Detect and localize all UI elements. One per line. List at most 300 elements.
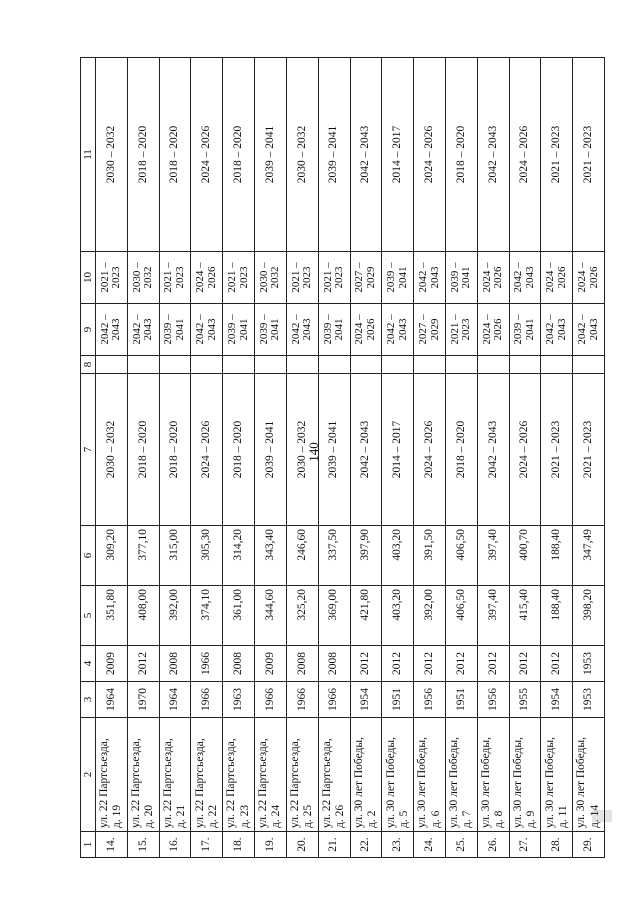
table-row xyxy=(96,58,128,858)
living-area-cell: 377,10 xyxy=(127,526,159,586)
construction-year-cell: 1963 xyxy=(223,682,255,718)
empty-cell xyxy=(573,356,605,374)
column-header: 6 xyxy=(81,526,96,586)
period-cell-10 xyxy=(509,252,541,304)
address-house: д. 25 xyxy=(302,804,315,828)
table-row xyxy=(509,58,541,858)
construction-year-cell: 1966 xyxy=(255,682,287,718)
address-cell xyxy=(191,718,223,832)
period-cell: 2030 – 2032 xyxy=(96,374,128,526)
total-area-cell: 188,40 xyxy=(541,586,573,646)
overhaul-year-cell: 2012 xyxy=(350,646,382,682)
period-cell-10 xyxy=(382,252,414,304)
address-house: д. 19 xyxy=(111,804,124,828)
table-row xyxy=(159,58,191,858)
period-start: 2039 – xyxy=(512,314,525,345)
column-header: 3 xyxy=(81,682,96,718)
address-street: ул. 30 лет Победы, xyxy=(448,736,461,828)
column-header: 10 xyxy=(81,252,96,304)
address-house: д. 26 xyxy=(334,804,347,828)
address-house: д. 22 xyxy=(206,804,219,828)
living-area-cell: 397,90 xyxy=(350,526,382,586)
column-header: 8 xyxy=(81,356,96,374)
period-cell-9 xyxy=(477,304,509,356)
empty-cell xyxy=(223,356,255,374)
empty-cell xyxy=(414,356,446,374)
period-cell-11: 2024 – 2026 xyxy=(414,58,446,252)
period-cell-11: 2021 – 2023 xyxy=(573,58,605,252)
address-street: ул. 22 Партсъезда, xyxy=(161,738,174,828)
period-start: 2042 – xyxy=(385,314,398,345)
row-number-cell: 14. xyxy=(96,832,128,858)
total-area-cell: 398,20 xyxy=(573,586,605,646)
rotated-table-container xyxy=(80,58,605,858)
period-end: 2029 xyxy=(428,318,441,341)
overhaul-year-cell: 2012 xyxy=(541,646,573,682)
period-end: 2026 xyxy=(555,266,568,289)
address-street: ул. 22 Партсъезда, xyxy=(320,738,333,828)
overhaul-year-cell: 2012 xyxy=(477,646,509,682)
period-end: 2023 xyxy=(110,266,123,289)
period-cell-10 xyxy=(223,252,255,304)
period-cell-10 xyxy=(573,252,605,304)
period-cell: 2024 – 2026 xyxy=(509,374,541,526)
column-header: 2 xyxy=(81,718,96,832)
period-end: 2043 xyxy=(555,318,568,341)
construction-year-cell: 1955 xyxy=(509,682,541,718)
period-cell-10 xyxy=(286,252,318,304)
overhaul-year-cell: 1953 xyxy=(573,646,605,682)
address-cell xyxy=(127,718,159,832)
period-cell-11: 2039 – 2041 xyxy=(255,58,287,252)
column-header: 1 xyxy=(81,832,96,858)
address-street: ул. 22 Партсъезда, xyxy=(98,738,111,828)
period-cell: 2042 – 2043 xyxy=(477,374,509,526)
living-area-cell: 246,60 xyxy=(286,526,318,586)
overhaul-year-cell: 2012 xyxy=(382,646,414,682)
period-end: 2043 xyxy=(110,318,123,341)
row-number-cell: 22. xyxy=(350,832,382,858)
construction-year-cell: 1966 xyxy=(286,682,318,718)
period-start: 2024 – xyxy=(544,262,557,293)
period-start: 2039 – xyxy=(162,314,175,345)
period-cell-11: 2018 – 2020 xyxy=(223,58,255,252)
living-area-cell: 403,20 xyxy=(382,526,414,586)
period-cell-10 xyxy=(255,252,287,304)
construction-year-cell: 1966 xyxy=(191,682,223,718)
period-cell-11: 2018 – 2020 xyxy=(127,58,159,252)
total-area-cell: 408,00 xyxy=(127,586,159,646)
living-area-cell: 315,00 xyxy=(159,526,191,586)
period-end: 2026 xyxy=(205,266,218,289)
living-area-cell: 347,49 xyxy=(573,526,605,586)
address-house: д. 8 xyxy=(493,810,506,828)
overhaul-year-cell: 2008 xyxy=(159,646,191,682)
period-cell-11: 2039 – 2041 xyxy=(318,58,350,252)
period-cell: 2014 – 2017 xyxy=(382,374,414,526)
period-cell: 2021 – 2023 xyxy=(573,374,605,526)
period-cell-9 xyxy=(255,304,287,356)
living-area-cell: 309,20 xyxy=(96,526,128,586)
overhaul-year-cell: 1966 xyxy=(191,646,223,682)
period-cell-9 xyxy=(318,304,350,356)
address-street: ул. 30 лет Победы, xyxy=(479,736,492,828)
period-start: 2042 – xyxy=(98,314,111,345)
table-row xyxy=(350,58,382,858)
period-start: 2039 – xyxy=(226,314,239,345)
period-end: 2032 xyxy=(269,266,282,289)
address-street: ул. 30 лет Победы, xyxy=(543,736,556,828)
table-row xyxy=(127,58,159,858)
total-area-cell: 351,80 xyxy=(96,586,128,646)
table-row xyxy=(445,58,477,858)
construction-year-cell: 1954 xyxy=(350,682,382,718)
living-area-cell: 314,20 xyxy=(223,526,255,586)
period-cell: 2039 – 2041 xyxy=(255,374,287,526)
living-area-cell: 406,50 xyxy=(445,526,477,586)
period-cell-10 xyxy=(191,252,223,304)
row-number-cell: 23. xyxy=(382,832,414,858)
table-row xyxy=(477,58,509,858)
row-number-cell: 21. xyxy=(318,832,350,858)
period-end: 2043 xyxy=(428,266,441,289)
period-start: 2039 – xyxy=(385,262,398,293)
overhaul-year-cell: 2012 xyxy=(445,646,477,682)
period-cell: 2024 – 2026 xyxy=(414,374,446,526)
construction-year-cell: 1951 xyxy=(445,682,477,718)
period-start: 2027 – xyxy=(416,314,429,345)
empty-cell xyxy=(191,356,223,374)
period-cell: 2018 – 2020 xyxy=(223,374,255,526)
period-cell-11: 2021 – 2023 xyxy=(541,58,573,252)
row-number-cell: 18. xyxy=(223,832,255,858)
total-area-cell: 397,40 xyxy=(477,586,509,646)
period-cell: 2018 – 2020 xyxy=(127,374,159,526)
empty-cell xyxy=(96,356,128,374)
address-house: д. 23 xyxy=(238,804,251,828)
period-end: 2043 xyxy=(301,318,314,341)
address-street: ул. 22 Партсъезда, xyxy=(257,738,270,828)
period-cell: 2018 – 2020 xyxy=(445,374,477,526)
address-house: д. 7 xyxy=(461,810,474,828)
period-cell-11: 2030 – 2032 xyxy=(96,58,128,252)
period-cell-10 xyxy=(414,252,446,304)
period-start: 2039 – xyxy=(321,314,334,345)
period-end: 2043 xyxy=(142,318,155,341)
address-house: д. 24 xyxy=(270,804,283,828)
period-end: 2023 xyxy=(301,266,314,289)
row-number-cell: 19. xyxy=(255,832,287,858)
living-area-cell: 343,40 xyxy=(255,526,287,586)
construction-year-cell: 1951 xyxy=(382,682,414,718)
total-area-cell: 344,60 xyxy=(255,586,287,646)
construction-year-cell: 1970 xyxy=(127,682,159,718)
period-start: 2042 – xyxy=(130,314,143,345)
total-area-cell: 415,40 xyxy=(509,586,541,646)
overhaul-year-cell: 2008 xyxy=(286,646,318,682)
table-row xyxy=(573,58,605,858)
period-cell-10 xyxy=(96,252,128,304)
construction-year-cell: 1956 xyxy=(414,682,446,718)
address-cell xyxy=(286,718,318,832)
period-cell-11: 2014 – 2017 xyxy=(382,58,414,252)
construction-year-cell: 1966 xyxy=(318,682,350,718)
period-end: 2041 xyxy=(174,318,187,341)
overhaul-year-cell: 2012 xyxy=(414,646,446,682)
address-house: д. 9 xyxy=(524,810,537,828)
period-start: 2039 – xyxy=(448,262,461,293)
period-end: 2043 xyxy=(587,318,600,341)
row-number-cell: 26. xyxy=(477,832,509,858)
period-cell-9 xyxy=(445,304,477,356)
period-start: 2030 – xyxy=(130,262,143,293)
period-end: 2026 xyxy=(364,318,377,341)
period-cell-9 xyxy=(573,304,605,356)
empty-cell xyxy=(255,356,287,374)
period-end: 2023 xyxy=(237,266,250,289)
empty-cell xyxy=(127,356,159,374)
period-end: 2041 xyxy=(460,266,473,289)
address-street: ул. 30 лет Победы, xyxy=(511,736,524,828)
living-area-cell: 391,50 xyxy=(414,526,446,586)
address-cell xyxy=(223,718,255,832)
address-street: ул. 30 лет Победы, xyxy=(416,736,429,828)
empty-cell xyxy=(286,356,318,374)
table-row xyxy=(223,58,255,858)
column-header: 4 xyxy=(81,646,96,682)
row-number-cell: 17. xyxy=(191,832,223,858)
period-cell: 2042 – 2043 xyxy=(350,374,382,526)
address-cell xyxy=(541,718,573,832)
address-street: ул. 30 лет Победы, xyxy=(575,736,588,828)
total-area-cell: 421,80 xyxy=(350,586,382,646)
table-row xyxy=(191,58,223,858)
overhaul-year-cell: 2008 xyxy=(318,646,350,682)
period-cell-10 xyxy=(318,252,350,304)
period-cell-9 xyxy=(286,304,318,356)
period-cell-11: 2018 – 2020 xyxy=(445,58,477,252)
period-cell: 2018 – 2020 xyxy=(159,374,191,526)
period-cell-9 xyxy=(127,304,159,356)
address-house: д. 5 xyxy=(397,810,410,828)
period-end: 2041 xyxy=(237,318,250,341)
total-area-cell: 392,00 xyxy=(159,586,191,646)
period-cell-10 xyxy=(477,252,509,304)
period-end: 2029 xyxy=(364,266,377,289)
row-number-cell: 20. xyxy=(286,832,318,858)
address-cell xyxy=(445,718,477,832)
address-cell xyxy=(509,718,541,832)
period-cell-9 xyxy=(414,304,446,356)
period-start: 2042 – xyxy=(512,262,525,293)
period-cell-11: 2024 – 2026 xyxy=(509,58,541,252)
living-area-cell: 188,40 xyxy=(541,526,573,586)
row-number-cell: 24. xyxy=(414,832,446,858)
overhaul-year-cell: 2012 xyxy=(127,646,159,682)
period-start: 2021 – xyxy=(448,314,461,345)
column-header: 5 xyxy=(81,586,96,646)
period-cell-10 xyxy=(445,252,477,304)
total-area-cell: 406,50 xyxy=(445,586,477,646)
address-cell xyxy=(318,718,350,832)
address-street: ул. 22 Партсъезда, xyxy=(193,738,206,828)
address-street: ул. 30 лет Победы, xyxy=(352,736,365,828)
period-cell-9 xyxy=(541,304,573,356)
period-cell-11: 2030 – 2032 xyxy=(286,58,318,252)
period-start: 2021 – xyxy=(98,262,111,293)
period-end: 2043 xyxy=(396,318,409,341)
period-cell-9 xyxy=(382,304,414,356)
row-number-cell: 16. xyxy=(159,832,191,858)
period-cell: 2030 – 2032 xyxy=(286,374,318,526)
address-cell xyxy=(414,718,446,832)
total-area-cell: 361,00 xyxy=(223,586,255,646)
living-area-cell: 337,50 xyxy=(318,526,350,586)
period-cell-11: 2042 – 2043 xyxy=(477,58,509,252)
period-cell-10 xyxy=(127,252,159,304)
construction-year-cell: 1964 xyxy=(159,682,191,718)
period-start: 2030 – xyxy=(257,262,270,293)
address-street: ул. 30 лет Победы, xyxy=(384,736,397,828)
empty-cell xyxy=(541,356,573,374)
address-cell xyxy=(573,718,605,832)
row-number-cell: 27. xyxy=(509,832,541,858)
period-start: 2024 – xyxy=(576,262,589,293)
period-start: 2027 – xyxy=(353,262,366,293)
period-end: 2043 xyxy=(523,266,536,289)
empty-cell xyxy=(445,356,477,374)
header-row xyxy=(81,58,96,858)
table-row xyxy=(318,58,350,858)
period-cell-9 xyxy=(223,304,255,356)
period-cell-9 xyxy=(509,304,541,356)
period-cell: 2039 – 2041 xyxy=(318,374,350,526)
column-header: 9 xyxy=(81,304,96,356)
period-end: 2026 xyxy=(492,318,505,341)
period-cell-10 xyxy=(159,252,191,304)
period-cell-10 xyxy=(350,252,382,304)
overhaul-year-cell: 2008 xyxy=(223,646,255,682)
construction-year-cell: 1953 xyxy=(573,682,605,718)
construction-year-cell: 1956 xyxy=(477,682,509,718)
period-cell-9 xyxy=(159,304,191,356)
column-header: 7 xyxy=(81,374,96,526)
total-area-cell: 325,20 xyxy=(286,586,318,646)
row-number-cell: 29. xyxy=(573,832,605,858)
period-cell-11: 2042 – 2043 xyxy=(350,58,382,252)
address-street: ул. 22 Партсъезда, xyxy=(130,738,142,828)
period-start: 2024 – xyxy=(353,314,366,345)
period-end: 2023 xyxy=(333,266,346,289)
address-cell xyxy=(159,718,191,832)
period-start: 2024 – xyxy=(480,262,493,293)
total-area-cell: 374,10 xyxy=(191,586,223,646)
column-header: 11 xyxy=(81,58,96,252)
period-cell: 2024 – 2026 xyxy=(191,374,223,526)
housing-repair-table xyxy=(80,57,605,858)
living-area-cell: 305,30 xyxy=(191,526,223,586)
address-street: ул. 22 Партсъезда, xyxy=(289,738,302,828)
period-end: 2026 xyxy=(587,266,600,289)
period-end: 2041 xyxy=(333,318,346,341)
period-start: 2021 – xyxy=(321,262,334,293)
period-cell-11: 2018 – 2020 xyxy=(159,58,191,252)
row-number-cell: 25. xyxy=(445,832,477,858)
table-row xyxy=(286,58,318,858)
period-start: 2042 – xyxy=(194,314,207,345)
period-cell: 2021 – 2023 xyxy=(541,374,573,526)
period-end: 2023 xyxy=(460,318,473,341)
period-end: 2043 xyxy=(205,318,218,341)
living-area-cell: 397,40 xyxy=(477,526,509,586)
period-start: 2024 – xyxy=(194,262,207,293)
address-house: д. 6 xyxy=(429,810,442,828)
row-number-cell: 28. xyxy=(541,832,573,858)
period-start: 2042 – xyxy=(576,314,589,345)
empty-cell xyxy=(509,356,541,374)
empty-cell xyxy=(350,356,382,374)
total-area-cell: 403,20 xyxy=(382,586,414,646)
period-cell-9 xyxy=(350,304,382,356)
empty-cell xyxy=(159,356,191,374)
construction-year-cell: 1954 xyxy=(541,682,573,718)
period-end: 2032 xyxy=(142,266,155,289)
address-street: ул. 22 Партсъезда, xyxy=(225,738,238,828)
table-row xyxy=(255,58,287,858)
address-cell xyxy=(255,718,287,832)
overhaul-year-cell: 2009 xyxy=(255,646,287,682)
period-start: 2021 – xyxy=(162,262,175,293)
period-start: 2024 – xyxy=(480,314,493,345)
period-cell-10 xyxy=(541,252,573,304)
period-start: 2042 – xyxy=(544,314,557,345)
address-house: д. 11 xyxy=(556,805,569,828)
address-cell xyxy=(350,718,382,832)
overhaul-year-cell: 2009 xyxy=(96,646,128,682)
address-cell xyxy=(96,718,128,832)
period-end: 2026 xyxy=(492,266,505,289)
overhaul-year-cell: 2012 xyxy=(509,646,541,682)
row-number-cell: 15. xyxy=(127,832,159,858)
empty-cell xyxy=(382,356,414,374)
address-house: д. 20 xyxy=(143,804,156,828)
period-start: 2039 – xyxy=(257,314,270,345)
period-cell-11: 2024 – 2026 xyxy=(191,58,223,252)
empty-cell xyxy=(477,356,509,374)
period-start: 2021 – xyxy=(289,262,302,293)
address-cell xyxy=(477,718,509,832)
period-end: 2041 xyxy=(523,318,536,341)
period-start: 2042 – xyxy=(289,314,302,345)
table-body xyxy=(81,58,605,858)
table-row xyxy=(382,58,414,858)
period-end: 2041 xyxy=(269,318,282,341)
construction-year-cell: 1964 xyxy=(96,682,128,718)
period-end: 2023 xyxy=(174,266,187,289)
address-house: д. 21 xyxy=(175,804,188,828)
empty-cell xyxy=(318,356,350,374)
address-house: д. 14 xyxy=(588,804,601,828)
total-area-cell: 392,00 xyxy=(414,586,446,646)
table-row xyxy=(414,58,446,858)
period-end: 2041 xyxy=(396,266,409,289)
table-row xyxy=(541,58,573,858)
page-number: 140 xyxy=(306,442,321,462)
period-cell-9 xyxy=(96,304,128,356)
living-area-cell: 400,70 xyxy=(509,526,541,586)
period-cell-9 xyxy=(191,304,223,356)
address-cell xyxy=(382,718,414,832)
